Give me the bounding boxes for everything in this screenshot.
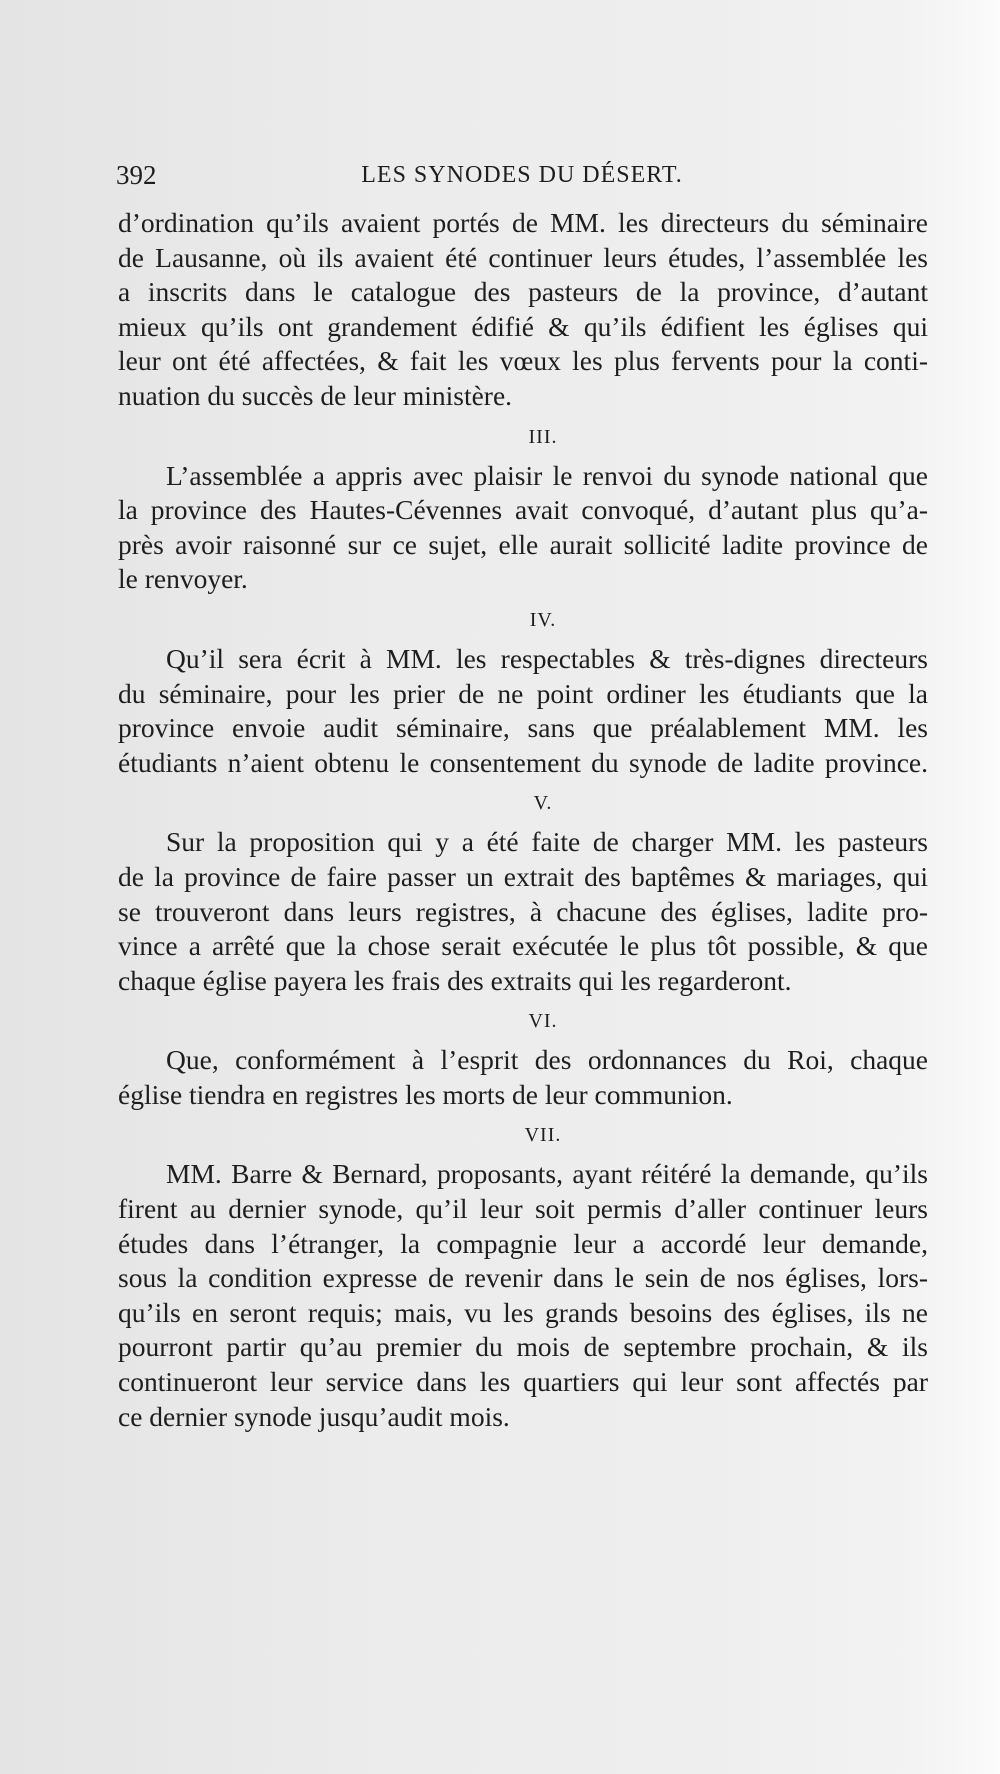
- section-vii: [118, 1124, 928, 1434]
- section-numeral: VI.: [528, 1010, 558, 1033]
- text-line: près avoir raisonné sur ce sujet, elle aurait sollicité ladite province de: [118, 528, 928, 560]
- text-line: chaque église payera les frais des extraits qui les regarderont.: [118, 964, 792, 996]
- text-line: province envoie audit séminaire, sans que préalablement MM. les: [118, 712, 928, 744]
- text-line: MM. Barre & Bernard, proposants, ayant réitéré la demande, qu’ils: [166, 1158, 928, 1190]
- text-line: du séminaire, pour les prier de ne point ordiner les étudiants que la: [118, 677, 928, 709]
- text-line: pourront partir qu’au premier du mois de septembre prochain, & ils: [118, 1331, 928, 1363]
- text-line: se trouveront dans leurs registres, à chacune des églises, ladite pro-: [118, 895, 928, 927]
- text-line: vince a arrêté que la chose serait exécutée le plus tôt possible, & que: [118, 930, 928, 962]
- book-title: LES SYNODES DU DÉSERT.: [361, 162, 683, 188]
- text-line: a inscrits dans le catalogue des pasteurs de la province, d’autant: [118, 276, 928, 308]
- running-head: [116, 160, 928, 196]
- text-line: de la province de faire passer un extrait des baptêmes & mariages, qui: [118, 860, 928, 892]
- text-line: Que, conformément à l’esprit des ordonnances du Roi, chaque: [166, 1044, 928, 1076]
- text-line: L’assemblée a appris avec plaisir le renvoi du synode national que: [166, 459, 928, 491]
- text-line: nuation du succès de leur ministère.: [118, 379, 513, 411]
- text-line: Sur la proposition qui y a été faite de charger MM. les pasteurs: [166, 826, 928, 858]
- text-line: église tiendra en registres les morts de leur communion.: [118, 1078, 733, 1110]
- page-number: 392: [116, 160, 157, 190]
- text-line: la province des Hautes-Cévennes avait convoqué, d’autant plus qu’a-: [118, 494, 928, 526]
- intro-paragraph: [118, 206, 928, 414]
- section-numeral: VII.: [524, 1124, 562, 1147]
- section-iii: [118, 426, 928, 597]
- text-line: de Lausanne, où ils avaient été continuer leurs études, l’assemblée les: [118, 241, 928, 273]
- section-numeral: V.: [533, 792, 553, 815]
- section-numeral: III.: [528, 425, 558, 448]
- text-line: ce dernier synode jusqu’audit mois.: [118, 1400, 510, 1432]
- text-line: études dans l’étranger, la compagnie leur a accordé leur demande,: [118, 1227, 928, 1259]
- text-line: continueront leur service dans les quartiers qui leur sont affectés par: [118, 1366, 928, 1398]
- text-line: qu’ils en seront requis; mais, vu les grands besoins des églises, ils ne: [118, 1296, 928, 1328]
- section-iv: [118, 609, 928, 780]
- text-line: Qu’il sera écrit à MM. les respectables & très-dignes directeurs: [166, 642, 928, 674]
- text-line: leur ont été affectées, & fait les vœux les plus fervents pour la conti-: [118, 345, 928, 377]
- section-numeral: IV.: [529, 608, 557, 631]
- text-block: [118, 206, 928, 1434]
- text-line: le renvoyer.: [118, 563, 248, 595]
- text-line: d’ordination qu’ils avaient portés de MM. les directeurs du séminaire: [118, 207, 928, 238]
- text-line: firent au dernier synode, qu’il leur soit permis d’aller continuer leurs: [118, 1193, 928, 1225]
- text-line: sous la condition expresse de revenir dans le sein de nos églises, lors-: [118, 1262, 928, 1294]
- text-line: mieux qu’ils ont grandement édifié & qu’ils édifient les églises qui: [118, 310, 928, 342]
- section-v: [118, 792, 928, 998]
- section-vi: [118, 1010, 928, 1112]
- text-line: étudiants n’aient obtenu le consentement du synode de ladite province.: [118, 746, 928, 778]
